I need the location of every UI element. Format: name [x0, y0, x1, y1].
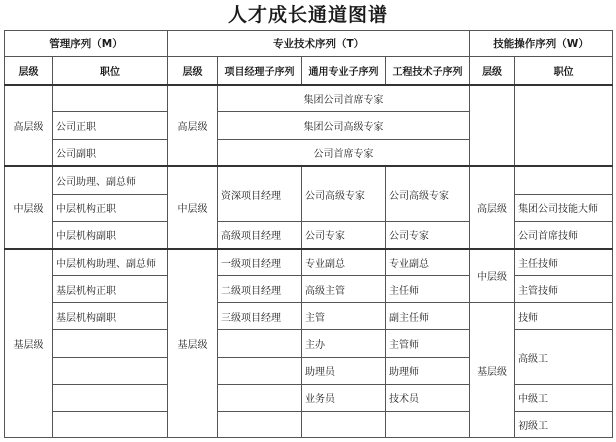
professional-high-position: 集团公司高级专家: [218, 112, 470, 139]
professional-sequence-header: 专业技术序列（T）: [168, 31, 470, 57]
project-manager-position: 高级项目经理: [218, 221, 302, 248]
engineering-tech-subseries-header: 工程技术子序列: [386, 57, 470, 85]
project-manager-position: 二级项目经理: [218, 276, 302, 303]
skill-position-empty: [515, 85, 613, 166]
management-position-empty: [53, 357, 168, 384]
management-position-empty: [53, 384, 168, 411]
management-level-base: 基层级: [5, 249, 53, 438]
management-position: 公司助理、副总师: [53, 166, 168, 194]
skill-position: 主管技师: [515, 276, 613, 303]
engineering-tech-position: 助理师: [386, 357, 470, 384]
general-professional-position: 公司高级专家: [302, 166, 386, 221]
skill-position: 初级工: [515, 411, 613, 437]
engineering-tech-position: 主任师: [386, 276, 470, 303]
skill-level-base: 基层级: [470, 303, 515, 438]
skill-position: 中级工: [515, 384, 613, 411]
management-position-header: 职位: [53, 57, 168, 85]
project-manager-position: 资深项目经理: [218, 166, 302, 221]
professional-level-header: 层级: [168, 57, 218, 85]
professional-level-base: 基层级: [168, 249, 218, 438]
project-manager-position-empty: [218, 411, 302, 437]
management-level-high: 高层级: [5, 85, 53, 166]
project-manager-position: 三级项目经理: [218, 303, 302, 330]
skill-level-high-empty: [470, 85, 515, 166]
engineering-tech-position: 技术员: [386, 384, 470, 411]
general-professional-position: 专业副总: [302, 249, 386, 276]
engineering-tech-position: 专业副总: [386, 249, 470, 276]
skill-position: 公司首席技师: [515, 221, 613, 248]
project-manager-position: 一级项目经理: [218, 249, 302, 276]
project-manager-position-empty: [218, 357, 302, 384]
professional-high-position: 集团公司首席专家: [218, 85, 470, 112]
management-level-header: 层级: [5, 57, 53, 85]
skill-position-empty: [515, 166, 613, 194]
skill-position: 技师: [515, 303, 613, 330]
management-position: 中层机构正职: [53, 194, 168, 221]
management-position: 公司副职: [53, 139, 168, 166]
skill-level-mid: 中层级: [470, 249, 515, 303]
general-professional-position: 业务员: [302, 384, 386, 411]
general-professional-position: 公司专家: [302, 221, 386, 248]
skill-sequence-header: 技能操作序列（W）: [470, 31, 613, 57]
skill-level-header: 层级: [470, 57, 515, 85]
skill-position: 高级工: [515, 330, 613, 384]
skill-position: 集团公司技能大师: [515, 194, 613, 221]
management-position: 公司正职: [53, 112, 168, 139]
page-title: 人才成长通道图谱: [227, 4, 388, 26]
engineering-tech-position-empty: [386, 411, 470, 437]
general-professional-position: 主管: [302, 303, 386, 330]
general-professional-position: 主办: [302, 330, 386, 357]
talent-growth-table: [4, 30, 613, 438]
management-position-empty: [53, 411, 168, 437]
management-level-mid: 中层级: [5, 166, 53, 248]
skill-position-header: 职位: [515, 57, 613, 85]
professional-level-mid: 中层级: [168, 166, 218, 248]
professional-level-high: 高层级: [168, 85, 218, 166]
general-professional-position-empty: [302, 411, 386, 437]
skill-position: 主任技师: [515, 249, 613, 276]
engineering-tech-position: 公司专家: [386, 221, 470, 248]
management-position: 基层机构正职: [53, 276, 168, 303]
management-position: 中层机构副职: [53, 221, 168, 248]
project-manager-subseries-header: 项目经理子序列: [218, 57, 302, 85]
management-position: [53, 85, 168, 112]
engineering-tech-position: 副主任师: [386, 303, 470, 330]
general-professional-position: 高级主管: [302, 276, 386, 303]
management-position: 基层机构副职: [53, 303, 168, 330]
engineering-tech-position: 主管师: [386, 330, 470, 357]
skill-level-high: 高层级: [470, 166, 515, 248]
engineering-tech-position: 公司高级专家: [386, 166, 470, 221]
general-professional-subseries-header: 通用专业子序列: [302, 57, 386, 85]
management-position: 中层机构助理、副总师: [53, 249, 168, 276]
general-professional-position: 助理员: [302, 357, 386, 384]
management-sequence-header: 管理序列（M）: [5, 31, 168, 57]
project-manager-position-empty: [218, 330, 302, 357]
professional-high-position: 公司首席专家: [218, 139, 470, 166]
project-manager-position-empty: [218, 384, 302, 411]
management-position-empty: [53, 330, 168, 357]
